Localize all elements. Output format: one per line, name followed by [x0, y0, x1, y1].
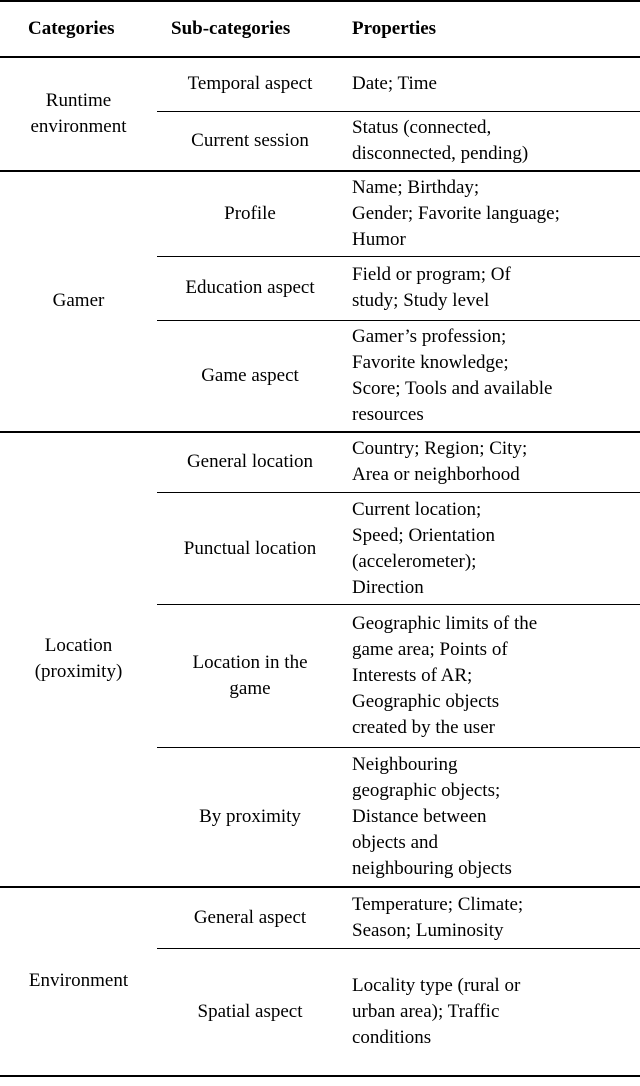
sub-category-label-line: Temporal aspect — [187, 73, 313, 95]
property-line: Date; Time — [352, 73, 437, 95]
property-line: Favorite knowledge; — [352, 351, 509, 373]
category-label-line: Location — [44, 635, 113, 656]
table-row — [0, 171, 640, 257]
category-cell — [0, 887, 157, 1076]
category-cell — [0, 432, 157, 887]
property-line: geographic objects; — [352, 779, 501, 801]
header-sub-categories: Sub-categories — [157, 1, 343, 57]
property-line: Temperature; Climate; — [352, 893, 524, 915]
properties-cell — [343, 171, 640, 257]
category-group — [0, 171, 640, 432]
sub-category-label-line: Current session — [191, 129, 309, 151]
property-line: study; Study level — [352, 290, 490, 311]
property-line: urban area); Traffic — [352, 1000, 500, 1022]
properties-cell — [343, 605, 640, 748]
properties-cell — [343, 949, 640, 1076]
category-label-line: Gamer — [52, 290, 105, 311]
properties-cell — [343, 320, 640, 432]
property-line: Score; Tools and available — [352, 377, 553, 399]
properties-cell — [343, 256, 640, 320]
property-line: Geographic limits of the — [352, 613, 538, 634]
properties-cell — [343, 887, 640, 949]
header-categories: Categories — [0, 1, 157, 57]
property-line: Status (connected, — [352, 116, 492, 138]
property-line: Area or neighborhood — [352, 464, 520, 486]
category-label-line: environment — [30, 115, 127, 137]
category-group — [0, 887, 640, 1076]
category-group — [0, 432, 640, 887]
property-line: disconnected, pending) — [352, 142, 529, 164]
sub-category-label-line: By proximity — [199, 805, 301, 827]
sub-category-label-line: Profile — [224, 202, 276, 224]
sub-category-label-line: General aspect — [193, 906, 307, 928]
sub-category-cell — [157, 949, 343, 1076]
category-group — [0, 57, 640, 171]
sub-category-cell — [157, 432, 343, 493]
property-line: Geographic objects — [352, 691, 500, 712]
property-line: created by the user — [352, 717, 495, 738]
property-line: objects and — [352, 831, 439, 853]
sub-category-label-line: game — [229, 678, 271, 699]
property-line: Humor — [352, 228, 406, 250]
properties-cell — [343, 748, 640, 887]
property-line: Direction — [352, 576, 424, 598]
category-cell — [0, 171, 157, 432]
category-label-line: (proximity) — [34, 661, 123, 682]
property-line: game area; Points of — [352, 639, 508, 660]
property-line: conditions — [352, 1026, 432, 1048]
table-row — [0, 432, 640, 493]
sub-category-cell — [157, 111, 343, 171]
properties-cell — [343, 57, 640, 111]
table-row — [0, 887, 640, 949]
sub-category-label-line: Education aspect — [185, 277, 315, 298]
sub-category-label-line: Spatial aspect — [197, 1000, 303, 1022]
property-line: Season; Luminosity — [352, 919, 504, 941]
property-line: neighbouring objects — [352, 857, 512, 879]
property-line: (accelerometer); — [352, 550, 477, 572]
property-line: Current location; — [352, 498, 482, 520]
property-line: Name; Birthday; — [352, 176, 480, 198]
table-row — [0, 57, 640, 111]
sub-category-cell — [157, 493, 343, 605]
property-line: Gender; Favorite language; — [352, 202, 560, 224]
properties-cell — [343, 432, 640, 493]
table-header — [0, 1, 640, 57]
property-line: Country; Region; City; — [352, 438, 528, 460]
sub-category-cell — [157, 57, 343, 111]
sub-category-cell — [157, 605, 343, 748]
property-line: Gamer’s profession; — [352, 325, 507, 347]
property-line: Interests of AR; — [352, 665, 473, 686]
sub-category-label-line: Punctual location — [183, 537, 317, 559]
property-line: Locality type (rural or — [352, 974, 521, 996]
sub-category-label-line: General location — [186, 451, 314, 473]
sub-category-cell — [157, 748, 343, 887]
property-line: Field or program; Of — [352, 264, 511, 285]
category-cell — [0, 57, 157, 171]
sub-category-label-line: Game aspect — [201, 364, 299, 386]
header-properties: Properties — [343, 1, 640, 57]
sub-category-cell — [157, 256, 343, 320]
properties-cell — [343, 111, 640, 171]
property-line: Speed; Orientation — [352, 524, 495, 546]
header-row — [0, 1, 640, 57]
property-line: Distance between — [352, 805, 487, 827]
category-label-line: Environment — [28, 970, 129, 991]
sub-category-cell — [157, 320, 343, 432]
sub-category-cell — [157, 887, 343, 949]
sub-category-cell — [157, 171, 343, 257]
category-label-line: Runtime — [45, 89, 112, 111]
sub-category-label-line: Location in the — [192, 652, 308, 673]
property-line: resources — [352, 403, 424, 425]
properties-cell — [343, 493, 640, 605]
property-line: Neighbouring — [352, 753, 458, 775]
